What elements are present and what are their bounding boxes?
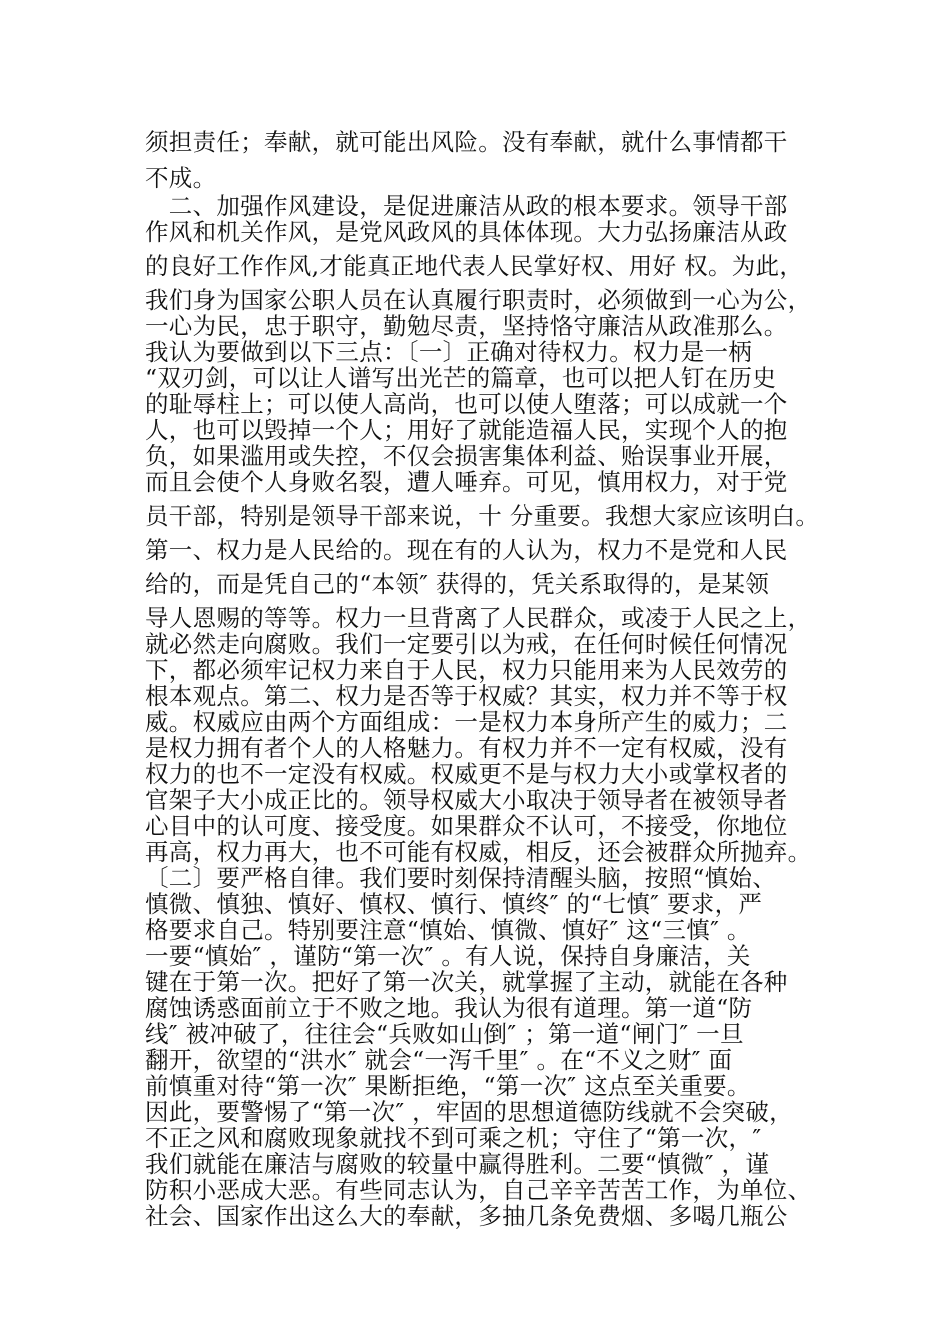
text-line: 格要求自己。特别要注意“慎始、慎微、慎好″ 这“三慎″ 。 [145, 916, 751, 944]
text-line: 我们身为国家公职人员在认真履行职责时，必须做到一心为公， [145, 286, 812, 314]
text-line: 权力的也不一定没有权威。权威更不是与权力大小或掌权者的 [145, 760, 788, 788]
text-line: 威。权威应由两个方面组成：一是权力本身所产生的威力；二 [145, 708, 788, 736]
text-line: 就必然走向腐败。我们一定要引以为戒，在任何时候任何情况 [145, 630, 788, 658]
text-line: 防积小恶成大恶。有些同志认为，自己辛辛苦苦工作，为单位、 [145, 1176, 812, 1204]
text-line: 员干部，特别是领导干部来说，十 分重要。我想大家应该明白。 [145, 502, 820, 530]
text-line: 第一、权力是人民给的。现在有的人认为，权力不是党和人民 [145, 536, 788, 564]
text-line: 腐蚀诱惑面前立于不败之地。我认为很有道理。第一道“防 [145, 994, 753, 1022]
text-line: 不正之风和腐败现象就找不到可乘之机；守住了“第一次，″ [145, 1124, 762, 1152]
text-line: “双刃剑，可以让人谱写出光芒的篇章，也可以把人钉在历史 [145, 364, 777, 392]
text-line: 我认为要做到以下三点：〔一〕正确对待权力。权力是一柄 [145, 338, 753, 366]
text-line: 下，都必须牢记权力来自于人民，权力只能用来为人民效劳的 [145, 656, 788, 684]
text-line: 心目中的认可度、接受度。如果群众不认可，不接受，你地位 [145, 812, 788, 840]
text-line: 负，如果滥用或失控，不仅会损害集体利益、贻误事业开展， [145, 442, 788, 470]
text-line: 须担责任；奉献，就可能出风险。没有奉献，就什么事情都干 [145, 128, 788, 156]
text-line: 作风和机关作风，是党风政风的具体体现。大力弘扬廉洁从政 [145, 218, 788, 246]
text-line: 线″ 被冲破了，往往会“兵败如山倒″ ；第一道“闸门″ 一旦 [145, 1020, 744, 1048]
text-line: 官架子大小成正比的。领导权威大小取决于领导者在被领导者 [145, 786, 788, 814]
text-line: 根本观点。第二、权力是否等于权威？其实，权力并不等于权 [145, 682, 788, 710]
text-line: 翻开，欲望的“洪水″ 就会“一泻千里″ 。在“不义之财″ 面 [145, 1046, 733, 1074]
text-line: 的耻辱柱上；可以使人高尚，也可以使人堕落；可以成就一个 [145, 390, 788, 418]
text-line: 人，也可以毁掉一个人；用好了就能造福人民，实现个人的抱 [145, 416, 788, 444]
text-line: 再高，权力再大，也不可能有权威，相反，还会被群众所抛弃。 [145, 838, 812, 866]
text-line: 〔二〕要严格自律。我们要时刻保持清醒头脑，按照“慎始、 [145, 864, 777, 892]
text-line: 而且会使个人身败名裂，遭人唾弃。可见，慎用权力，对于党 [145, 468, 788, 496]
text-line: 一要“慎始″ ，谨防“第一次″ 。有人说，保持自身廉洁，关 [145, 942, 751, 970]
text-line: 我们就能在廉洁与腐败的较量中赢得胜利。二要“慎微″ ，谨 [145, 1150, 770, 1178]
document-body [145, 129, 835, 1229]
text-line: 二、加强作风建设，是促进廉洁从政的根本要求。领导干部 [145, 192, 788, 220]
text-line: 前慎重对待“第一次″ 果断拒绝，“第一次″ 这点至关重要。 [145, 1072, 751, 1100]
text-line: 给的，而是凭自己的“本领″ 获得的，凭关系取得的，是某领 [145, 570, 770, 598]
text-line: 一心为民，忠于职守，勤勉尽责，坚持恪守廉洁从政准那么。 [145, 312, 788, 340]
text-line: 不成。 [145, 164, 217, 192]
text-line: 因此，要警惕了“第一次″ ，牢固的思想道德防线就不会突破， [145, 1098, 793, 1126]
text-line: 导人恩赐的等等。权力一旦背离了人民群众，或凌于人民之上， [145, 604, 812, 632]
text-line: 社会、国家作出这么大的奉献，多抽几条免费烟、多喝几瓶公 [145, 1202, 788, 1230]
text-line: 慎微、慎独、慎好、慎权、慎行、慎终″ 的“七慎″ 要求，严 [145, 890, 763, 918]
text-line: 键在于第一次。把好了第一次关，就掌握了主动，就能在各种 [145, 968, 788, 996]
text-line: 的良好工作作风,才能真正地代表人民掌好权、用好 权。为此， [145, 252, 804, 280]
text-line: 是权力拥有者个人的人格魅力。有权力并不一定有权威，没有 [145, 734, 788, 762]
